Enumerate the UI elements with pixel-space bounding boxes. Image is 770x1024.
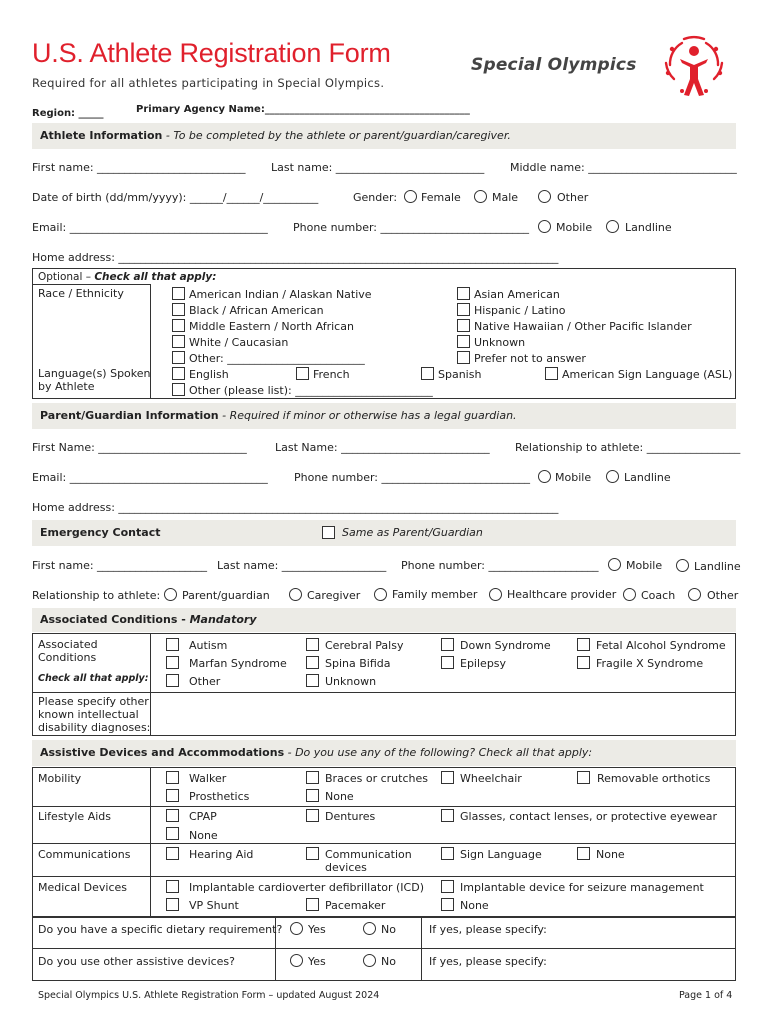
- specify-label-line2: known intellectual: [38, 708, 139, 721]
- comm-sign-language-checkbox[interactable]: [441, 847, 454, 860]
- gender-other-label: Other: [557, 191, 589, 204]
- language-label-line2: by Athlete: [38, 380, 95, 393]
- lifestyle-dentures-label: Dentures: [325, 810, 376, 823]
- medical-pacemaker-label: Pacemaker: [325, 899, 386, 912]
- comm-none-checkbox[interactable]: [577, 847, 590, 860]
- race-other-field[interactable]: Other: _________________________: [189, 352, 365, 365]
- yes-no-col-divider-2: [421, 917, 422, 981]
- medical-pacemaker-checkbox[interactable]: [306, 898, 319, 911]
- medical-icd-label: Implantable cardioverter defibrillator (ICD): [189, 881, 424, 894]
- guardian-info-note: - Required if minor or otherwise has a legal guardian.: [218, 409, 517, 422]
- special-olympics-logo-icon: [662, 35, 726, 101]
- athlete-info-band: [32, 123, 736, 149]
- dietary-no-radio[interactable]: [363, 922, 376, 935]
- emergency-phone-field[interactable]: Phone number: ____________________: [401, 559, 599, 572]
- race-prefer-not-label: Prefer not to answer: [474, 352, 586, 365]
- associated-conditions-band: [32, 608, 736, 632]
- assistive-devices-table: [32, 767, 736, 917]
- language-spanish-checkbox[interactable]: [421, 367, 434, 380]
- guardian-last-name-field[interactable]: Last Name: ___________________________: [275, 441, 490, 454]
- condition-other-label: Other: [189, 675, 221, 688]
- emergency-relationship-label: Relationship to athlete:: [32, 589, 161, 602]
- language-english-label: English: [189, 368, 229, 381]
- other-devices-yes-label: Yes: [308, 955, 326, 968]
- guardian-info-title: Parent/Guardian Information: [40, 409, 219, 422]
- condition-fragile-x-checkbox[interactable]: [577, 656, 590, 669]
- lifestyle-none-checkbox[interactable]: [166, 827, 179, 840]
- specify-diagnoses-input[interactable]: [151, 693, 735, 735]
- mobility-walker-checkbox[interactable]: [166, 771, 179, 784]
- condition-marfan-checkbox[interactable]: [166, 656, 179, 669]
- athlete-home-address-field[interactable]: Home address: ________________________________________________________________________________: [32, 251, 559, 264]
- race-asian-label: Asian American: [474, 288, 560, 301]
- specify-label-line3: disability diagnoses:: [38, 721, 151, 734]
- condition-epilepsy-label: Epilepsy: [460, 657, 507, 670]
- relationship-coach-label: Coach: [641, 589, 676, 602]
- emergency-last-name-field[interactable]: Last name: ___________________: [217, 559, 387, 572]
- mobility-none-checkbox[interactable]: [306, 789, 319, 802]
- race-pacific-islander-label: Native Hawaiian / Other Pacific Islander: [474, 320, 692, 333]
- condition-cerebral-palsy-checkbox[interactable]: [306, 638, 319, 651]
- mobility-wheelchair-checkbox[interactable]: [441, 771, 454, 784]
- athlete-phone-landline-label: Landline: [625, 221, 672, 234]
- medical-seizure-device-label: Implantable device for seizure management: [460, 881, 704, 894]
- gender-male-label: Male: [492, 191, 519, 204]
- guardian-first-name-field[interactable]: First Name: ___________________________: [32, 441, 247, 454]
- same-as-guardian-label: Same as Parent/Guardian: [342, 526, 483, 539]
- lifestyle-cpap-label: CPAP: [189, 810, 217, 823]
- relationship-healthcare-label: Healthcare provider: [507, 588, 617, 601]
- athlete-dob-field[interactable]: Date of birth (dd/mm/yyyy): ______/______/__________: [32, 191, 319, 204]
- devices-row-divider-3: [32, 876, 736, 877]
- athlete-info-title: Athlete Information: [40, 129, 163, 142]
- condition-spina-bifida-label: Spina Bifida: [325, 657, 391, 670]
- athlete-first-name-field[interactable]: First name: ___________________________: [32, 161, 246, 174]
- devices-row-divider-1: [32, 806, 736, 807]
- language-spanish-label: Spanish: [438, 368, 482, 381]
- optional-heading: Optional – Check all that apply:: [38, 271, 217, 283]
- conditions-mandatory-note: Mandatory: [189, 613, 257, 626]
- communications-label: Communications: [38, 848, 131, 861]
- lifestyle-cpap-checkbox[interactable]: [166, 809, 179, 822]
- race-hispanic-label: Hispanic / Latino: [474, 304, 566, 317]
- language-other-checkbox[interactable]: [172, 383, 185, 396]
- conditions-label-line2: Conditions: [38, 651, 97, 664]
- language-english-checkbox[interactable]: [172, 367, 185, 380]
- gender-female-label: Female: [421, 191, 461, 204]
- medical-none-checkbox[interactable]: [441, 898, 454, 911]
- guardian-phone-landline-radio[interactable]: [606, 470, 619, 483]
- comm-hearing-aid-label: Hearing Aid: [189, 848, 254, 861]
- race-pacific-islander-checkbox[interactable]: [457, 319, 470, 332]
- mobility-label: Mobility: [38, 772, 82, 785]
- condition-fetal-alcohol-label: Fetal Alcohol Syndrome: [596, 639, 726, 652]
- race-white-checkbox[interactable]: [172, 335, 185, 348]
- race-black-checkbox[interactable]: [172, 303, 185, 316]
- footer-form-version: Special Olympics U.S. Athlete Registration Form – updated August 2024: [38, 990, 380, 1001]
- race-white-label: White / Caucasian: [189, 336, 289, 349]
- relationship-family-label: Family member: [392, 588, 478, 601]
- comm-devices-checkbox[interactable]: [306, 847, 319, 860]
- devices-row-divider-2: [32, 843, 736, 844]
- condition-autism-checkbox[interactable]: [166, 638, 179, 651]
- mobility-braces-label: Braces or crutches: [325, 772, 428, 785]
- lifestyle-glasses-checkbox[interactable]: [441, 809, 454, 822]
- race-unknown-checkbox[interactable]: [457, 335, 470, 348]
- devices-note: - Do you use any of the following? Check all that apply:: [284, 746, 593, 759]
- emergency-contact-title: Emergency Contact: [40, 526, 161, 539]
- comm-devices-label-line1: Communication: [325, 848, 412, 861]
- conditions-title: Associated Conditions -: [40, 613, 190, 626]
- optional-table-divider: [150, 284, 151, 399]
- race-middle-eastern-label: Middle Eastern / North African: [189, 320, 354, 333]
- condition-other-checkbox[interactable]: [166, 674, 179, 687]
- condition-spina-bifida-checkbox[interactable]: [306, 656, 319, 669]
- mobility-orthotics-label: Removable orthotics: [597, 772, 711, 785]
- other-devices-specify-field[interactable]: If yes, please specify:: [429, 955, 547, 968]
- language-label-line1: Language(s) Spoken: [38, 367, 151, 380]
- athlete-info-note: - To be completed by the athlete or parent/guardian/caregiver.: [162, 129, 511, 142]
- condition-unknown-checkbox[interactable]: [306, 674, 319, 687]
- dietary-yes-radio[interactable]: [290, 922, 303, 935]
- devices-table-divider: [150, 767, 151, 917]
- medical-vp-shunt-label: VP Shunt: [189, 899, 239, 912]
- condition-down-syndrome-label: Down Syndrome: [460, 639, 551, 652]
- race-ethnicity-label: Race / Ethnicity: [38, 287, 124, 300]
- other-devices-yes-radio[interactable]: [290, 954, 303, 967]
- mobility-none-label: None: [325, 790, 354, 803]
- comm-sign-language-label: Sign Language: [460, 848, 542, 861]
- relationship-caregiver-label: Caregiver: [307, 589, 361, 602]
- language-asl-checkbox[interactable]: [545, 367, 558, 380]
- athlete-phone-field[interactable]: Phone number: ___________________________: [293, 221, 530, 234]
- race-other-checkbox[interactable]: [172, 351, 185, 364]
- conditions-label-line1: Associated: [38, 638, 98, 651]
- comm-none-label: None: [596, 848, 625, 861]
- race-american-indian-checkbox[interactable]: [172, 287, 185, 300]
- other-devices-question: Do you use other assistive devices?: [38, 955, 236, 968]
- relationship-parent-radio[interactable]: [164, 588, 177, 601]
- language-asl-label: American Sign Language (ASL): [562, 368, 733, 381]
- logo-text: Special Olympics: [471, 55, 637, 75]
- dietary-yes-label: Yes: [308, 923, 326, 936]
- condition-unknown-label: Unknown: [325, 675, 377, 688]
- region-field[interactable]: Region: _____: [32, 108, 104, 119]
- language-french-checkbox[interactable]: [296, 367, 309, 380]
- guardian-email-field[interactable]: Email: ____________________________________: [32, 471, 268, 484]
- dietary-no-label: No: [381, 923, 396, 936]
- relationship-other-label: Other: [707, 589, 739, 602]
- condition-epilepsy-checkbox[interactable]: [441, 656, 454, 669]
- relationship-family-radio[interactable]: [374, 588, 387, 601]
- gender-other-radio[interactable]: [538, 190, 551, 203]
- conditions-check-note: Check all that apply:: [38, 673, 149, 684]
- emergency-phone-mobile-radio[interactable]: [608, 558, 621, 571]
- mobility-walker-label: Walker: [189, 772, 227, 785]
- athlete-email-field[interactable]: Email: ____________________________________: [32, 221, 268, 234]
- lifestyle-dentures-checkbox[interactable]: [306, 809, 319, 822]
- relationship-parent-label: Parent/guardian: [182, 589, 270, 602]
- guardian-phone-landline-label: Landline: [624, 471, 671, 484]
- yes-no-row-divider: [32, 948, 736, 949]
- race-unknown-label: Unknown: [474, 336, 526, 349]
- medical-seizure-device-checkbox[interactable]: [441, 880, 454, 893]
- emergency-phone-landline-label: Landline: [694, 560, 741, 573]
- gender-male-radio[interactable]: [474, 190, 487, 203]
- other-devices-no-label: No: [381, 955, 396, 968]
- form-title: U.S. Athlete Registration Form: [32, 38, 391, 68]
- condition-fragile-x-label: Fragile X Syndrome: [596, 657, 704, 670]
- form-subtitle: Required for all athletes participating in Special Olympics.: [32, 76, 385, 90]
- condition-cerebral-palsy-label: Cerebral Palsy: [325, 639, 404, 652]
- guardian-info-band: [32, 403, 736, 429]
- guardian-phone-mobile-label: Mobile: [555, 471, 592, 484]
- mobility-orthotics-checkbox[interactable]: [577, 771, 590, 784]
- optional-table-heading-divider: [32, 284, 150, 285]
- emergency-first-name-field[interactable]: First name: ____________________: [32, 559, 208, 572]
- primary-agency-field[interactable]: Primary Agency Name:_________________________________________: [136, 104, 470, 115]
- athlete-phone-mobile-radio[interactable]: [538, 220, 551, 233]
- athlete-last-name-field[interactable]: Last name: ___________________________: [271, 161, 485, 174]
- race-asian-checkbox[interactable]: [457, 287, 470, 300]
- dietary-question: Do you have a specific dietary requirement?: [38, 923, 283, 936]
- specify-label-line1: Please specify other: [38, 695, 149, 708]
- guardian-phone-mobile-radio[interactable]: [538, 470, 551, 483]
- race-middle-eastern-checkbox[interactable]: [172, 319, 185, 332]
- lifestyle-glasses-label: Glasses, contact lenses, or protective eyewear: [460, 810, 718, 823]
- condition-autism-label: Autism: [189, 639, 228, 652]
- mobility-prosthetics-checkbox[interactable]: [166, 789, 179, 802]
- gender-label: Gender:: [353, 191, 398, 204]
- race-hispanic-checkbox[interactable]: [457, 303, 470, 316]
- comm-hearing-aid-checkbox[interactable]: [166, 847, 179, 860]
- condition-marfan-label: Marfan Syndrome: [189, 657, 287, 670]
- medical-none-label: None: [460, 899, 489, 912]
- athlete-phone-mobile-label: Mobile: [556, 221, 593, 234]
- medical-devices-label: Medical Devices: [38, 881, 127, 894]
- language-french-label: French: [313, 368, 350, 381]
- guardian-home-address-field[interactable]: Home address: ________________________________________________________________________________: [32, 501, 559, 514]
- guardian-relationship-field[interactable]: Relationship to athlete: _________________: [515, 441, 741, 454]
- relationship-caregiver-radio[interactable]: [289, 588, 302, 601]
- devices-title: Assistive Devices and Accommodations: [40, 746, 285, 759]
- mobility-braces-checkbox[interactable]: [306, 771, 319, 784]
- relationship-coach-radio[interactable]: [623, 588, 636, 601]
- other-devices-no-radio[interactable]: [363, 954, 376, 967]
- race-black-label: Black / African American: [189, 304, 324, 317]
- relationship-other-radio[interactable]: [688, 588, 701, 601]
- lifestyle-none-label: None: [189, 829, 218, 842]
- athlete-phone-landline-radio[interactable]: [606, 220, 619, 233]
- footer-page-number: Page 1 of 4: [679, 990, 733, 1001]
- assistive-devices-band: [32, 740, 736, 766]
- same-as-guardian-checkbox[interactable]: [322, 526, 335, 539]
- comm-devices-label-line2: devices: [325, 861, 367, 874]
- emergency-phone-landline-radio[interactable]: [676, 559, 689, 572]
- condition-down-syndrome-checkbox[interactable]: [441, 638, 454, 651]
- emergency-phone-mobile-label: Mobile: [626, 559, 663, 572]
- guardian-phone-field[interactable]: Phone number: ___________________________: [294, 471, 531, 484]
- gender-female-radio[interactable]: [404, 190, 417, 203]
- relationship-healthcare-radio[interactable]: [489, 588, 502, 601]
- athlete-middle-name-field[interactable]: Middle name: ___________________________: [510, 161, 737, 174]
- mobility-prosthetics-label: Prosthetics: [189, 790, 250, 803]
- medical-icd-checkbox[interactable]: [166, 880, 179, 893]
- mobility-wheelchair-label: Wheelchair: [460, 772, 522, 785]
- dietary-specify-field[interactable]: If yes, please specify:: [429, 923, 547, 936]
- race-prefer-not-checkbox[interactable]: [457, 351, 470, 364]
- lifestyle-label: Lifestyle Aids: [38, 810, 111, 823]
- medical-vp-shunt-checkbox[interactable]: [166, 898, 179, 911]
- emergency-contact-band: [32, 520, 736, 546]
- condition-fetal-alcohol-checkbox[interactable]: [577, 638, 590, 651]
- language-other-field[interactable]: Other (please list): _________________________: [189, 384, 433, 397]
- race-american-indian-label: American Indian / Alaskan Native: [189, 288, 372, 301]
